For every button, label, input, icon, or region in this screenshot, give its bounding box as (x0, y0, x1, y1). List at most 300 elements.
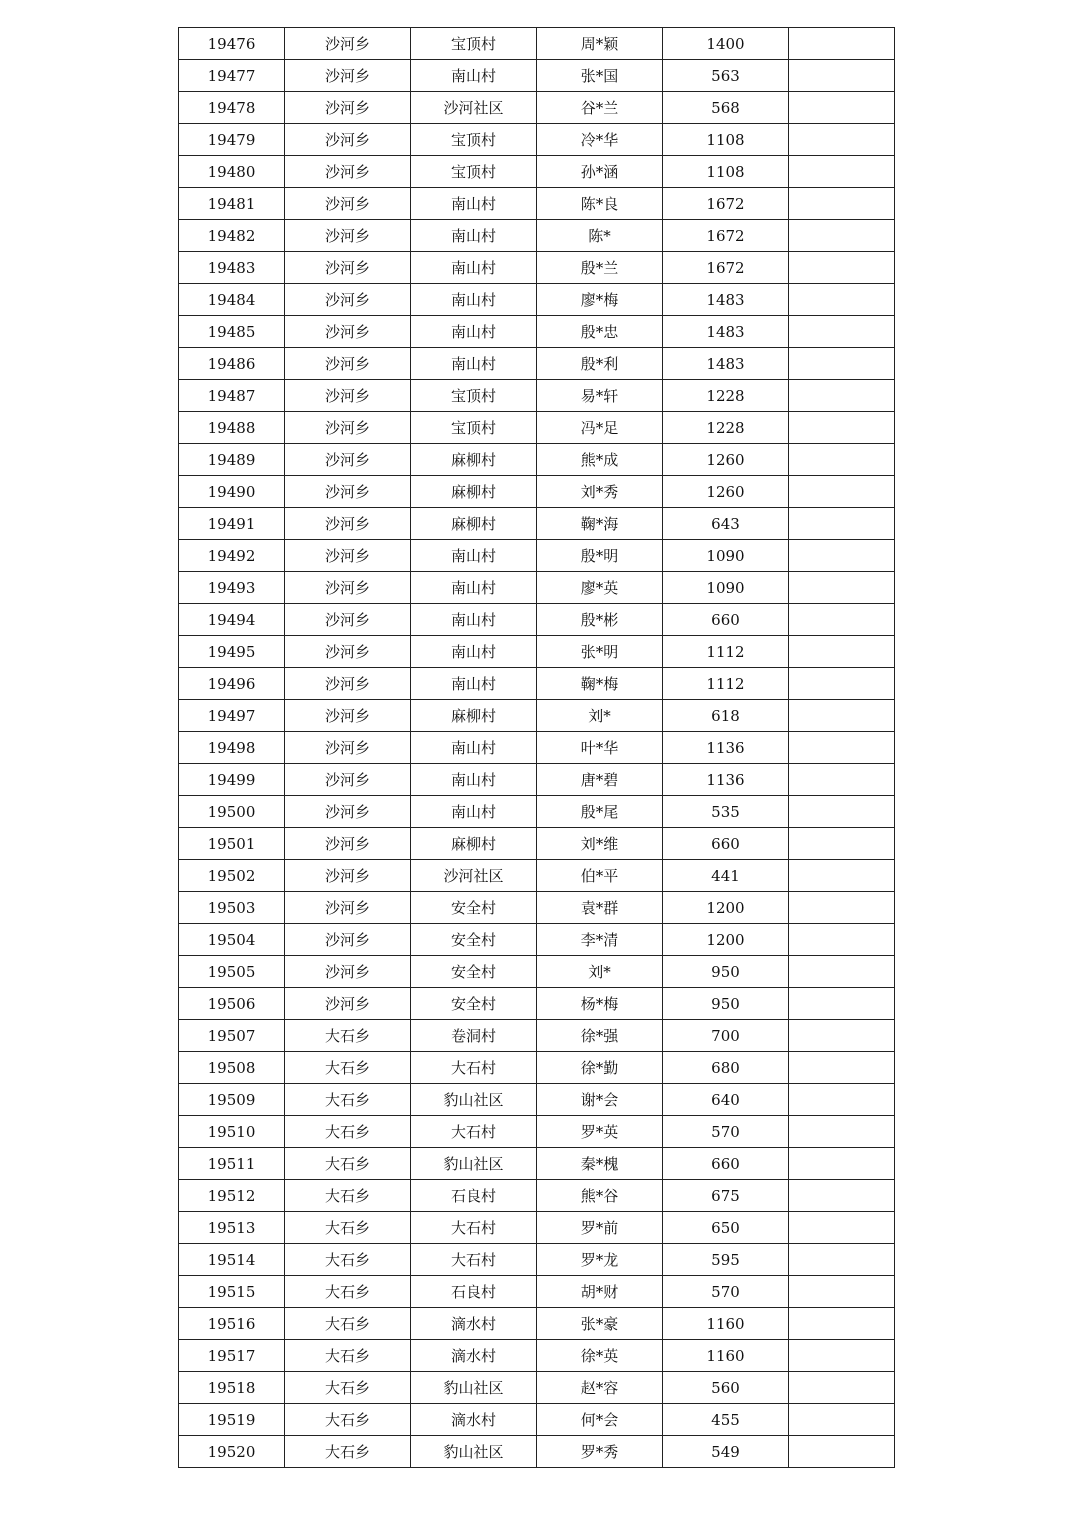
serial-number-cell: 19484 (179, 284, 285, 316)
township-cell: 沙河乡 (285, 508, 411, 540)
village-cell: 大石村 (411, 1212, 537, 1244)
township-cell: 沙河乡 (285, 316, 411, 348)
remark-cell (789, 668, 895, 700)
amount-cell: 1108 (663, 156, 789, 188)
village-cell: 豹山社区 (411, 1148, 537, 1180)
township-cell: 沙河乡 (285, 188, 411, 220)
serial-number-cell: 19493 (179, 572, 285, 604)
remark-cell (789, 444, 895, 476)
serial-number-cell: 19509 (179, 1084, 285, 1116)
remark-cell (789, 700, 895, 732)
village-cell: 滴水村 (411, 1340, 537, 1372)
serial-number-cell: 19517 (179, 1340, 285, 1372)
township-cell: 大石乡 (285, 1148, 411, 1180)
name-cell: 殷*忠 (537, 316, 663, 348)
amount-cell: 1672 (663, 188, 789, 220)
township-cell: 沙河乡 (285, 668, 411, 700)
remark-cell (789, 476, 895, 508)
remark-cell (789, 1180, 895, 1212)
township-cell: 沙河乡 (285, 380, 411, 412)
serial-number-cell: 19511 (179, 1148, 285, 1180)
village-cell: 安全村 (411, 956, 537, 988)
remark-cell (789, 1308, 895, 1340)
township-cell: 大石乡 (285, 1116, 411, 1148)
remark-cell (789, 1436, 895, 1468)
table-row (179, 1116, 895, 1148)
village-cell: 宝顶村 (411, 412, 537, 444)
table-row (179, 764, 895, 796)
name-cell: 袁*群 (537, 892, 663, 924)
amount-cell: 1483 (663, 348, 789, 380)
village-cell: 麻柳村 (411, 700, 537, 732)
table-row (179, 1020, 895, 1052)
township-cell: 沙河乡 (285, 540, 411, 572)
amount-cell: 1483 (663, 316, 789, 348)
village-cell: 南山村 (411, 316, 537, 348)
township-cell: 沙河乡 (285, 636, 411, 668)
remark-cell (789, 412, 895, 444)
remark-cell (789, 1084, 895, 1116)
amount-cell: 563 (663, 60, 789, 92)
serial-number-cell: 19520 (179, 1436, 285, 1468)
township-cell: 沙河乡 (285, 476, 411, 508)
township-cell: 沙河乡 (285, 796, 411, 828)
table-row (179, 380, 895, 412)
name-cell: 熊*谷 (537, 1180, 663, 1212)
remark-cell (789, 156, 895, 188)
table-row (179, 1276, 895, 1308)
name-cell: 胡*财 (537, 1276, 663, 1308)
remark-cell (789, 1276, 895, 1308)
village-cell: 南山村 (411, 668, 537, 700)
serial-number-cell: 19516 (179, 1308, 285, 1340)
amount-cell: 549 (663, 1436, 789, 1468)
amount-cell: 700 (663, 1020, 789, 1052)
remark-cell (789, 28, 895, 60)
township-cell: 沙河乡 (285, 604, 411, 636)
table-row (179, 1180, 895, 1212)
township-cell: 大石乡 (285, 1404, 411, 1436)
serial-number-cell: 19502 (179, 860, 285, 892)
amount-cell: 1136 (663, 764, 789, 796)
village-cell: 南山村 (411, 540, 537, 572)
serial-number-cell: 19480 (179, 156, 285, 188)
remark-cell (789, 1116, 895, 1148)
amount-cell: 1090 (663, 540, 789, 572)
table-row (179, 348, 895, 380)
amount-cell: 570 (663, 1116, 789, 1148)
village-cell: 石良村 (411, 1276, 537, 1308)
township-cell: 沙河乡 (285, 156, 411, 188)
name-cell: 易*轩 (537, 380, 663, 412)
serial-number-cell: 19515 (179, 1276, 285, 1308)
township-cell: 大石乡 (285, 1308, 411, 1340)
serial-number-cell: 19478 (179, 92, 285, 124)
amount-cell: 1672 (663, 252, 789, 284)
township-cell: 沙河乡 (285, 28, 411, 60)
amount-cell: 1136 (663, 732, 789, 764)
table-row (179, 284, 895, 316)
village-cell: 沙河社区 (411, 92, 537, 124)
township-cell: 沙河乡 (285, 92, 411, 124)
table-row (179, 604, 895, 636)
table-row (179, 732, 895, 764)
table-row (179, 668, 895, 700)
name-cell: 殷*兰 (537, 252, 663, 284)
amount-cell: 535 (663, 796, 789, 828)
remark-cell (789, 860, 895, 892)
table-row (179, 860, 895, 892)
serial-number-cell: 19477 (179, 60, 285, 92)
remark-cell (789, 60, 895, 92)
remark-cell (789, 604, 895, 636)
township-cell: 沙河乡 (285, 764, 411, 796)
serial-number-cell: 19489 (179, 444, 285, 476)
township-cell: 大石乡 (285, 1020, 411, 1052)
table-row (179, 316, 895, 348)
table-row (179, 828, 895, 860)
village-cell: 安全村 (411, 988, 537, 1020)
township-cell: 沙河乡 (285, 412, 411, 444)
remark-cell (789, 1052, 895, 1084)
table-row (179, 700, 895, 732)
remark-cell (789, 636, 895, 668)
amount-cell: 660 (663, 1148, 789, 1180)
village-cell: 南山村 (411, 188, 537, 220)
name-cell: 伯*平 (537, 860, 663, 892)
name-cell: 罗*龙 (537, 1244, 663, 1276)
township-cell: 沙河乡 (285, 828, 411, 860)
name-cell: 罗*英 (537, 1116, 663, 1148)
table-row (179, 28, 895, 60)
village-cell: 南山村 (411, 284, 537, 316)
serial-number-cell: 19512 (179, 1180, 285, 1212)
name-cell: 徐*勤 (537, 1052, 663, 1084)
amount-cell: 643 (663, 508, 789, 540)
township-cell: 大石乡 (285, 1436, 411, 1468)
serial-number-cell: 19497 (179, 700, 285, 732)
name-cell: 冯*足 (537, 412, 663, 444)
township-cell: 大石乡 (285, 1372, 411, 1404)
remark-cell (789, 572, 895, 604)
township-cell: 沙河乡 (285, 892, 411, 924)
amount-cell: 1160 (663, 1308, 789, 1340)
table-row (179, 412, 895, 444)
table-row (179, 1084, 895, 1116)
serial-number-cell: 19507 (179, 1020, 285, 1052)
remark-cell (789, 988, 895, 1020)
remark-cell (789, 1212, 895, 1244)
table-row (179, 92, 895, 124)
serial-number-cell: 19492 (179, 540, 285, 572)
record-table (178, 27, 895, 1468)
village-cell: 南山村 (411, 764, 537, 796)
village-cell: 沙河社区 (411, 860, 537, 892)
amount-cell: 1260 (663, 476, 789, 508)
remark-cell (789, 892, 895, 924)
village-cell: 滴水村 (411, 1404, 537, 1436)
remark-cell (789, 1020, 895, 1052)
amount-cell: 1090 (663, 572, 789, 604)
name-cell: 殷*明 (537, 540, 663, 572)
township-cell: 沙河乡 (285, 572, 411, 604)
name-cell: 唐*碧 (537, 764, 663, 796)
serial-number-cell: 19510 (179, 1116, 285, 1148)
amount-cell: 640 (663, 1084, 789, 1116)
serial-number-cell: 19506 (179, 988, 285, 1020)
township-cell: 沙河乡 (285, 124, 411, 156)
remark-cell (789, 508, 895, 540)
remark-cell (789, 924, 895, 956)
amount-cell: 441 (663, 860, 789, 892)
amount-cell: 1228 (663, 412, 789, 444)
village-cell: 大石村 (411, 1116, 537, 1148)
remark-cell (789, 764, 895, 796)
table-row (179, 1212, 895, 1244)
table-row (179, 444, 895, 476)
remark-cell (789, 92, 895, 124)
amount-cell: 1112 (663, 668, 789, 700)
name-cell: 熊*成 (537, 444, 663, 476)
village-cell: 安全村 (411, 924, 537, 956)
serial-number-cell: 19483 (179, 252, 285, 284)
village-cell: 豹山社区 (411, 1084, 537, 1116)
amount-cell: 1160 (663, 1340, 789, 1372)
serial-number-cell: 19496 (179, 668, 285, 700)
village-cell: 安全村 (411, 892, 537, 924)
village-cell: 石良村 (411, 1180, 537, 1212)
amount-cell: 560 (663, 1372, 789, 1404)
name-cell: 殷*利 (537, 348, 663, 380)
village-cell: 大石村 (411, 1244, 537, 1276)
table-row (179, 1148, 895, 1180)
remark-cell (789, 380, 895, 412)
name-cell: 杨*梅 (537, 988, 663, 1020)
village-cell: 麻柳村 (411, 828, 537, 860)
table-row (179, 924, 895, 956)
name-cell: 刘* (537, 956, 663, 988)
township-cell: 沙河乡 (285, 860, 411, 892)
name-cell: 冷*华 (537, 124, 663, 156)
township-cell: 沙河乡 (285, 220, 411, 252)
table-row (179, 60, 895, 92)
amount-cell: 680 (663, 1052, 789, 1084)
amount-cell: 1260 (663, 444, 789, 476)
village-cell: 南山村 (411, 252, 537, 284)
amount-cell: 1200 (663, 924, 789, 956)
serial-number-cell: 19495 (179, 636, 285, 668)
name-cell: 罗*秀 (537, 1436, 663, 1468)
name-cell: 李*清 (537, 924, 663, 956)
serial-number-cell: 19518 (179, 1372, 285, 1404)
name-cell: 鞠*梅 (537, 668, 663, 700)
remark-cell (789, 316, 895, 348)
amount-cell: 650 (663, 1212, 789, 1244)
village-cell: 宝顶村 (411, 28, 537, 60)
amount-cell: 570 (663, 1276, 789, 1308)
township-cell: 大石乡 (285, 1084, 411, 1116)
serial-number-cell: 19498 (179, 732, 285, 764)
township-cell: 沙河乡 (285, 988, 411, 1020)
village-cell: 南山村 (411, 732, 537, 764)
serial-number-cell: 19491 (179, 508, 285, 540)
remark-cell (789, 1244, 895, 1276)
village-cell: 南山村 (411, 60, 537, 92)
remark-cell (789, 956, 895, 988)
serial-number-cell: 19503 (179, 892, 285, 924)
amount-cell: 1400 (663, 28, 789, 60)
table-row (179, 540, 895, 572)
township-cell: 沙河乡 (285, 348, 411, 380)
name-cell: 张*豪 (537, 1308, 663, 1340)
amount-cell: 950 (663, 956, 789, 988)
table-row (179, 1404, 895, 1436)
remark-cell (789, 1340, 895, 1372)
table-row (179, 1340, 895, 1372)
amount-cell: 1200 (663, 892, 789, 924)
name-cell: 殷*彬 (537, 604, 663, 636)
table-row (179, 572, 895, 604)
name-cell: 陈* (537, 220, 663, 252)
serial-number-cell: 19494 (179, 604, 285, 636)
table-row (179, 1308, 895, 1340)
name-cell: 罗*前 (537, 1212, 663, 1244)
serial-number-cell: 19513 (179, 1212, 285, 1244)
village-cell: 豹山社区 (411, 1436, 537, 1468)
township-cell: 沙河乡 (285, 732, 411, 764)
table-row (179, 892, 895, 924)
serial-number-cell: 19482 (179, 220, 285, 252)
serial-number-cell: 19500 (179, 796, 285, 828)
amount-cell: 660 (663, 828, 789, 860)
village-cell: 宝顶村 (411, 124, 537, 156)
village-cell: 麻柳村 (411, 476, 537, 508)
name-cell: 徐*强 (537, 1020, 663, 1052)
township-cell: 沙河乡 (285, 284, 411, 316)
table-row (179, 252, 895, 284)
serial-number-cell: 19490 (179, 476, 285, 508)
serial-number-cell: 19479 (179, 124, 285, 156)
serial-number-cell: 19499 (179, 764, 285, 796)
remark-cell (789, 252, 895, 284)
village-cell: 南山村 (411, 220, 537, 252)
amount-cell: 950 (663, 988, 789, 1020)
name-cell: 鞠*海 (537, 508, 663, 540)
serial-number-cell: 19487 (179, 380, 285, 412)
table-row (179, 476, 895, 508)
name-cell: 叶*华 (537, 732, 663, 764)
village-cell: 滴水村 (411, 1308, 537, 1340)
serial-number-cell: 19519 (179, 1404, 285, 1436)
village-cell: 南山村 (411, 796, 537, 828)
village-cell: 麻柳村 (411, 444, 537, 476)
name-cell: 赵*容 (537, 1372, 663, 1404)
serial-number-cell: 19504 (179, 924, 285, 956)
remark-cell (789, 188, 895, 220)
remark-cell (789, 828, 895, 860)
serial-number-cell: 19488 (179, 412, 285, 444)
name-cell: 谢*会 (537, 1084, 663, 1116)
remark-cell (789, 732, 895, 764)
township-cell: 沙河乡 (285, 956, 411, 988)
remark-cell (789, 540, 895, 572)
table-row (179, 124, 895, 156)
name-cell: 秦*槐 (537, 1148, 663, 1180)
village-cell: 宝顶村 (411, 380, 537, 412)
amount-cell: 1112 (663, 636, 789, 668)
amount-cell: 1483 (663, 284, 789, 316)
name-cell: 张*明 (537, 636, 663, 668)
remark-cell (789, 1404, 895, 1436)
township-cell: 沙河乡 (285, 252, 411, 284)
village-cell: 南山村 (411, 636, 537, 668)
amount-cell: 675 (663, 1180, 789, 1212)
amount-cell: 618 (663, 700, 789, 732)
serial-number-cell: 19481 (179, 188, 285, 220)
township-cell: 沙河乡 (285, 924, 411, 956)
name-cell: 刘* (537, 700, 663, 732)
village-cell: 卷洞村 (411, 1020, 537, 1052)
serial-number-cell: 19505 (179, 956, 285, 988)
serial-number-cell: 19501 (179, 828, 285, 860)
name-cell: 刘*维 (537, 828, 663, 860)
record-table-body (179, 28, 895, 1468)
remark-cell (789, 348, 895, 380)
name-cell: 陈*良 (537, 188, 663, 220)
village-cell: 麻柳村 (411, 508, 537, 540)
serial-number-cell: 19485 (179, 316, 285, 348)
table-row (179, 796, 895, 828)
village-cell: 南山村 (411, 572, 537, 604)
serial-number-cell: 19486 (179, 348, 285, 380)
remark-cell (789, 124, 895, 156)
remark-cell (789, 284, 895, 316)
table-row (179, 988, 895, 1020)
township-cell: 大石乡 (285, 1340, 411, 1372)
table-row (179, 1436, 895, 1468)
village-cell: 南山村 (411, 348, 537, 380)
township-cell: 大石乡 (285, 1212, 411, 1244)
remark-cell (789, 1372, 895, 1404)
table-row (179, 1372, 895, 1404)
name-cell: 廖*英 (537, 572, 663, 604)
name-cell: 殷*尾 (537, 796, 663, 828)
table-row (179, 1244, 895, 1276)
serial-number-cell: 19514 (179, 1244, 285, 1276)
amount-cell: 568 (663, 92, 789, 124)
township-cell: 沙河乡 (285, 700, 411, 732)
name-cell: 孙*涵 (537, 156, 663, 188)
amount-cell: 595 (663, 1244, 789, 1276)
village-cell: 宝顶村 (411, 156, 537, 188)
name-cell: 张*国 (537, 60, 663, 92)
village-cell: 南山村 (411, 604, 537, 636)
township-cell: 沙河乡 (285, 60, 411, 92)
table-row (179, 956, 895, 988)
amount-cell: 1108 (663, 124, 789, 156)
amount-cell: 1228 (663, 380, 789, 412)
remark-cell (789, 1148, 895, 1180)
name-cell: 何*会 (537, 1404, 663, 1436)
amount-cell: 660 (663, 604, 789, 636)
table-row (179, 220, 895, 252)
township-cell: 大石乡 (285, 1180, 411, 1212)
serial-number-cell: 19508 (179, 1052, 285, 1084)
remark-cell (789, 796, 895, 828)
township-cell: 沙河乡 (285, 444, 411, 476)
township-cell: 大石乡 (285, 1276, 411, 1308)
name-cell: 谷*兰 (537, 92, 663, 124)
